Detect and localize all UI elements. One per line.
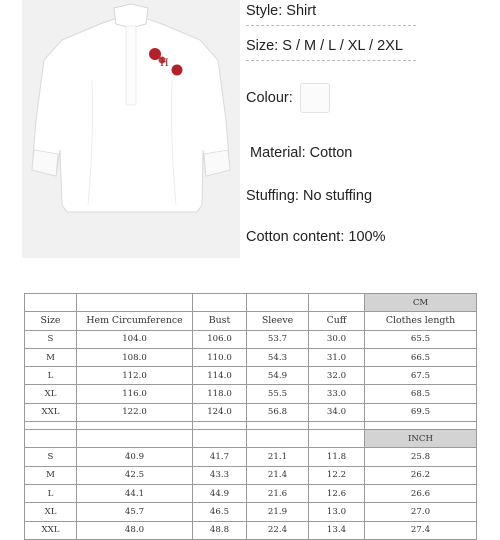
inch-cell-0: XXL (25, 521, 77, 539)
table-row (25, 348, 477, 366)
inch-cell-5: 26.6 (365, 484, 477, 502)
inch-unit-row (25, 430, 477, 448)
spec-stuffing (246, 188, 416, 204)
spacer-cell (77, 422, 193, 430)
cm-cell-4: 33.0 (309, 385, 365, 403)
header-row (25, 312, 477, 330)
table-row (25, 448, 477, 466)
spec-size-value: S / M / L / XL / 2XL (282, 38, 403, 54)
cm-cell-2: 110.0 (193, 348, 247, 366)
cm-cell-1: 108.0 (77, 348, 193, 366)
inch-cell-3: 21.4 (247, 466, 309, 484)
cm-cell-4: 34.0 (309, 403, 365, 421)
inch-cell-5: 27.4 (365, 521, 477, 539)
column-header: Size (25, 312, 77, 330)
spec-colour (246, 90, 416, 106)
spec-material-value: Cotton (309, 145, 353, 161)
column-header: Sleeve (247, 312, 309, 330)
spec-cotton-content-value: 100% (348, 229, 386, 245)
spacer-cell (365, 422, 477, 430)
inch-cell-0: M (25, 466, 77, 484)
table-row (25, 503, 477, 521)
inch-cell-3: 21.9 (247, 503, 309, 521)
inch-cell-4: 11.8 (309, 448, 365, 466)
inch-unit-blank (309, 430, 365, 448)
cm-cell-3: 55.5 (247, 385, 309, 403)
cm-cell-0: L (25, 367, 77, 385)
cm-cell-4: 32.0 (309, 367, 365, 385)
shirt-illustration (22, 0, 240, 258)
cm-unit-blank (77, 294, 193, 312)
inch-cell-4: 12.2 (309, 466, 365, 484)
inch-cell-1: 42.5 (77, 466, 193, 484)
inch-cell-5: 26.2 (365, 466, 477, 484)
cm-cell-5: 65.5 (365, 330, 477, 348)
inch-unit-blank (247, 430, 309, 448)
cm-cell-5: 66.5 (365, 348, 477, 366)
table-row (25, 466, 477, 484)
spacer-cell (25, 422, 77, 430)
inch-cell-1: 44.1 (77, 484, 193, 502)
column-header: Hem Circumference (77, 312, 193, 330)
table-row (25, 330, 477, 348)
cm-unit-label: CM (365, 294, 477, 312)
spec-cotton-content-label: Cotton content: (246, 229, 349, 245)
inch-cell-4: 13.0 (309, 503, 365, 521)
cm-cell-2: 106.0 (193, 330, 247, 348)
cm-unit-blank (193, 294, 247, 312)
table-row (25, 521, 477, 539)
spacer-cell (193, 422, 247, 430)
spec-colour-label: Colour: (246, 90, 293, 106)
column-header: Cuff (309, 312, 365, 330)
svg-text:H: H (160, 58, 169, 69)
cm-cell-2: 114.0 (193, 367, 247, 385)
inch-cell-2: 41.7 (193, 448, 247, 466)
inch-cell-5: 27.0 (365, 503, 477, 521)
cm-cell-1: 112.0 (77, 367, 193, 385)
cm-cell-2: 124.0 (193, 403, 247, 421)
cm-cell-4: 30.0 (309, 330, 365, 348)
cm-cell-1: 116.0 (77, 385, 193, 403)
inch-cell-1: 48.0 (77, 521, 193, 539)
cm-cell-3: 54.9 (247, 367, 309, 385)
table-row (25, 403, 477, 421)
spec-stuffing-value: No stuffing (302, 188, 373, 204)
inch-unit-label: INCH (365, 430, 477, 448)
spacer-cell (309, 422, 365, 430)
column-header: Clothes length (365, 312, 477, 330)
spec-cotton-content (246, 229, 416, 245)
table-row (25, 484, 477, 502)
spec-material (250, 145, 420, 161)
spec-stuffing-label: Stuffing: (246, 188, 303, 204)
inch-cell-4: 12.6 (309, 484, 365, 502)
cm-cell-1: 104.0 (77, 330, 193, 348)
cm-cell-0: S (25, 330, 77, 348)
inch-cell-5: 25.8 (365, 448, 477, 466)
inch-cell-3: 21.6 (247, 484, 309, 502)
colour-swatch[interactable] (300, 83, 330, 113)
section-spacer (25, 422, 477, 430)
inch-cell-0: L (25, 484, 77, 502)
cm-cell-2: 118.0 (193, 385, 247, 403)
spec-style (246, 3, 416, 26)
inch-unit-blank (25, 430, 77, 448)
inch-unit-blank (77, 430, 193, 448)
cm-cell-0: XXL (25, 403, 77, 421)
inch-cell-2: 44.9 (193, 484, 247, 502)
spec-style-label: Style: (246, 3, 287, 19)
table-row (25, 385, 477, 403)
inch-cell-0: S (25, 448, 77, 466)
cm-cell-5: 68.5 (365, 385, 477, 403)
inch-cell-1: 45.7 (77, 503, 193, 521)
spec-size (246, 38, 416, 61)
cm-unit-blank (25, 294, 77, 312)
inch-unit-blank (193, 430, 247, 448)
cm-cell-3: 53.7 (247, 330, 309, 348)
inch-cell-1: 40.9 (77, 448, 193, 466)
inch-cell-0: XL (25, 503, 77, 521)
column-header: Bust (193, 312, 247, 330)
spec-style-value: Shirt (286, 3, 317, 19)
inch-cell-3: 22.4 (247, 521, 309, 539)
cm-cell-3: 54.3 (247, 348, 309, 366)
spacer-cell (247, 422, 309, 430)
cm-unit-row (25, 294, 477, 312)
table-row (25, 367, 477, 385)
spec-list (246, 0, 500, 258)
size-chart (24, 293, 476, 540)
cm-cell-5: 69.5 (365, 403, 477, 421)
inch-cell-4: 13.4 (309, 521, 365, 539)
size-chart-table (24, 293, 477, 540)
cm-cell-0: XL (25, 385, 77, 403)
inch-cell-2: 43.3 (193, 466, 247, 484)
cm-cell-0: M (25, 348, 77, 366)
spec-material-label: Material: (250, 145, 310, 161)
spec-size-label: Size: (246, 38, 283, 54)
inch-cell-3: 21.1 (247, 448, 309, 466)
cm-cell-3: 56.8 (247, 403, 309, 421)
cm-unit-blank (309, 294, 365, 312)
cm-cell-5: 67.5 (365, 367, 477, 385)
inch-cell-2: 48.8 (193, 521, 247, 539)
product-photo (22, 0, 240, 258)
cm-cell-4: 31.0 (309, 348, 365, 366)
inch-cell-2: 46.5 (193, 503, 247, 521)
cm-unit-blank (247, 294, 309, 312)
cm-cell-1: 122.0 (77, 403, 193, 421)
